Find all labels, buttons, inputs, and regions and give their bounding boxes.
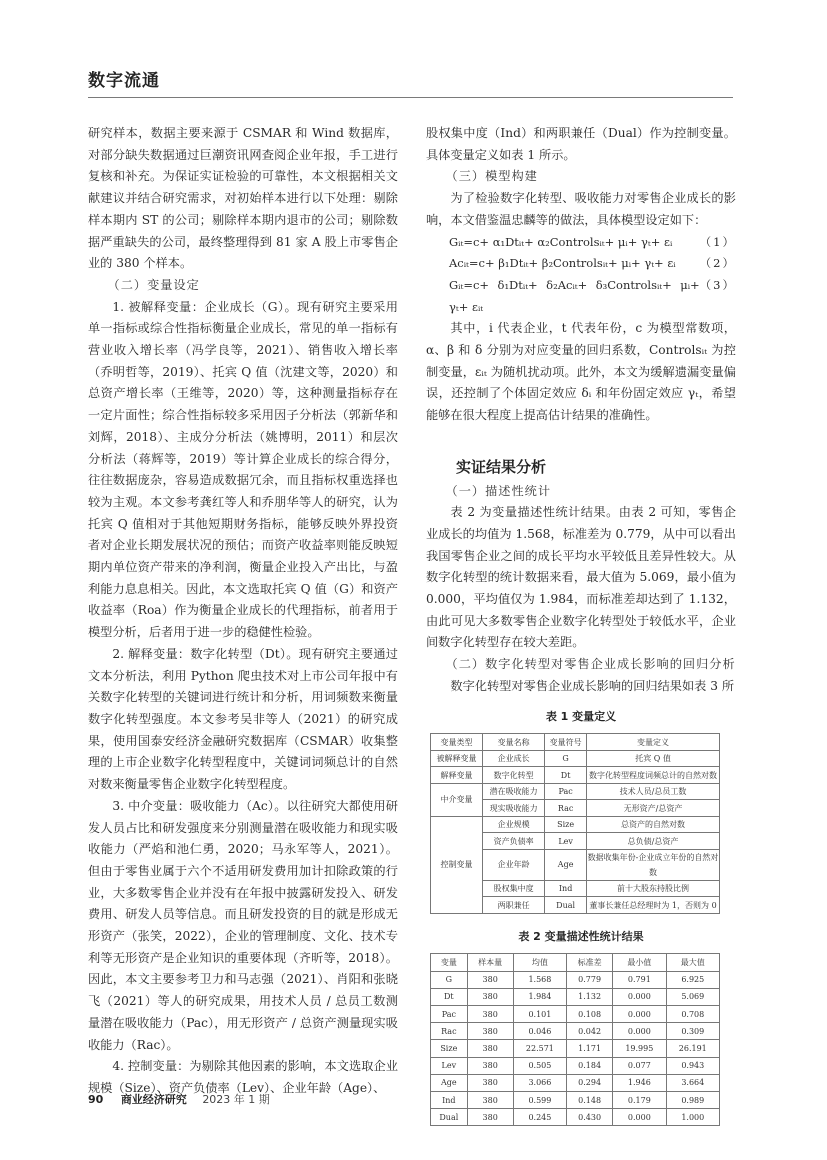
table-cell: 0.989 [666,1091,719,1108]
table-cell: 0.943 [666,1057,719,1074]
table-cell: 1.000 [666,1109,719,1126]
table-cell: 380 [467,1091,513,1108]
paragraph: 其中，i 代表企业，t 代表年份，c 为模型常数项，α、β 和 δ 分别为对应变量的回归系数，Controlsᵢₜ 为控制变量，εᵢₜ 为随机扰动项。此外，本文为缓解遗漏变量偏误，还控制了个体固定效应 δᵢ 和年份固定效应 γₜ，希望能够在很大程度上提高估计结果的准确性。 [426,321,736,423]
table-cell-name: 两职兼任 [483,897,545,914]
table-cell-name: 企业年龄 [483,849,545,880]
table-cell: 1.171 [567,1040,613,1057]
table-cell-name: 资产负债率 [483,833,545,850]
table-cell-symbol: Dt [545,767,587,784]
table-cell: Pac [431,1006,468,1023]
table-cell: 380 [467,1040,513,1057]
table-cell-symbol: Rac [545,800,587,817]
table-cell: 0.108 [567,1006,613,1023]
table-row [431,816,720,833]
table-cell: 19.995 [613,1040,666,1057]
table-header-row [431,734,720,751]
table-cell: 380 [467,1109,513,1126]
table-cell: 0.779 [567,971,613,988]
table-header-cell: 变量定义 [587,734,720,751]
table-cell: 380 [467,1074,513,1091]
paragraph: 股权集中度（Ind）和两职兼任（Dual）作为控制变量。具体变量定义如表 1 所示。 [426,126,736,162]
table2-descriptive-stats [430,953,720,1126]
paragraph: 4. 控制变量：为剔除其他因素的影响，本文选取企业规模（Size）、资产负债率（Lev）、企业年龄（Age）、 [88,1059,398,1095]
table-header-cell: 最小值 [613,954,666,971]
table-header-cell: 最大值 [666,954,719,971]
table-row [431,1057,720,1074]
table-cell: 0.505 [513,1057,566,1074]
equation-number: （3） [699,277,736,292]
table-cell-name: 数字化转型 [483,767,545,784]
table-cell: Lev [431,1057,468,1074]
table-row [431,750,720,767]
table-cell-name: 企业成长 [483,750,545,767]
table-row [431,988,720,1005]
table-cell: Rac [431,1023,468,1040]
paragraph: 3. 中介变量：吸收能力（Ac）。以往研究大都使用研发人员占比和研发强度来分别测量潜在吸收能力和现实吸收能力（严焰和池仁勇，2020；马永军等人，2021）。但由于零售业属于六个不适用研发费用加计扣除政策的行业，大多数零售企业并没有在年报中披露研发投入、研发费用、研发人员等信息。而且研发投资的目的就是形成无形资产（张笑，2022），企业的管理制度、文化、技术专利等无形资产是企业知识的重要体现（齐昕等，2018）。因此，本文主要参考卫力和马志强（2021）、肖阳和张晓飞（2021）等人的研究成果，用技术人员 / 总员工数测量潜在吸收能力（Pac），用无形资产 / 总资产测量现实吸收能力（Rac）。 [88,798,398,1052]
section-title: 数字流通 [88,71,160,91]
table-cell: 0.791 [613,971,666,988]
left-column [88,123,398,1100]
right-column [426,123,736,1126]
table-cell: 0.042 [567,1023,613,1040]
table-cell: 0.101 [513,1006,566,1023]
table-cell: 3.664 [666,1074,719,1091]
table-row [431,1040,720,1057]
table-header-cell: 均值 [513,954,566,971]
table-cell: 380 [467,971,513,988]
table-cell-name: 潜在吸收能力 [483,783,545,800]
table-cell-symbol: Age [545,849,587,880]
table-cell: 1.568 [513,971,566,988]
table-cell: 6.925 [666,971,719,988]
paragraph: 为了检验数字化转型、吸收能力对零售企业成长的影响，本文借鉴温忠麟等的做法，具体模型设定如下： [426,191,736,227]
equation-number: （2） [699,256,736,271]
equation-3 [426,275,736,318]
table-cell-name: 股权集中度 [483,880,545,897]
table-cell-symbol: G [545,750,587,767]
table-row [431,1006,720,1023]
table-cell-type: 被解释变量 [431,750,483,767]
table1-caption: 表 1 变量定义 [545,709,617,723]
table-cell: 0.309 [666,1023,719,1040]
table-cell: 0.430 [567,1109,613,1126]
table-row [431,1074,720,1091]
table-cell: 0.245 [513,1109,566,1126]
table-cell: 0.599 [513,1091,566,1108]
table-cell: 1.132 [567,988,613,1005]
table-cell-type: 中介变量 [431,783,483,816]
table-cell: 0.148 [567,1091,613,1108]
table-header-cell: 变量名称 [483,734,545,751]
table-cell: 0.184 [567,1057,613,1074]
table-cell: G [431,971,468,988]
table1-variable-definitions [430,733,720,914]
table-header-cell: 变量符号 [545,734,587,751]
table-cell: 380 [467,1057,513,1074]
paragraph: 2. 解释变量：数字化转型（Dt）。现有研究主要通过文本分析法，利用 Python 爬虫技术对上市公司年报中有关数字化转型的关键词进行统计和分析，用词频数来衡量数字化转型强度。本文参考吴非等人（2021）的研究成果，使用国泰安经济金融研究数据库（CSMAR）收集整理的上市企业数字化转型程度中，关键词词频总计的自然对数来衡量零售企业数字化转型程度。 [88,646,398,792]
table-cell: 0.046 [513,1023,566,1040]
table-cell: 5.069 [666,988,719,1005]
table-row [431,971,720,988]
equation-1 [426,232,736,254]
table-cell: 26.191 [666,1040,719,1057]
equation-formula: Gᵢₜ=c+ α₁Dtᵢₜ+ α₂Controlsᵢₜ+ μᵢ+ γₜ+ εᵢ [449,234,673,249]
table-cell: 0.000 [613,1023,666,1040]
table-row [431,1109,720,1126]
table-cell-definition: 数字化转型程度词频总计的自然对数 [587,767,720,784]
table-cell: 380 [467,1023,513,1040]
equation-2 [426,253,736,275]
table-row [431,783,720,800]
table-cell-definition: 数据收集年份-企业成立年份的自然对数 [587,849,720,880]
paragraph: 1. 被解释变量：企业成长（G）。现有研究主要采用单一指标或综合性指标衡量企业成长，常见的单一指标有营业收入增长率（冯学良等，2021）、销售收入增长率（乔明哲等，2019）、托宾 Q 值（沈建文等，2020）和总资产增长率（王维等，2020）等，这种测量指标存在一定片面性；综合性指标较多采用因子分析法（郭新华和刘辉，2018）、主成分分析法（姚博明，2011）和层次分析法（蒋辉等，2019）等计算企业成长的综合得分，往往数据庞杂，容易造成数据冗余，而且指标权重选择也较为主观。本文参考龚红等人和乔朋华等人的研究，认为托宾 Q 值相对于其他短期财务指标，能够反映外界投资者对企业长期发展状况的预估；而资产收益率则能反映短期内单位资产带来的净利润，衡量企业投入产出比，与盈利能力息息相关。因此，本文选取托宾 Q 值（G）和资产收益率（Roa）作为衡量企业成长的代理指标，前者用于模型分析，后者用于进一步的稳健性检验。 [88,299,398,640]
paragraph: 研究样本，数据主要来源于 CSMAR 和 Wind 数据库，对部分缺失数据通过巨潮资讯网查阅企业年报，手工进行复核和补充。为保证实证检验的可靠性，本文根据相关文献建议并结合研究需求，对初始样本进行以下处理：剔除样本期内 ST 的公司；剔除样本期内退市的公司；剔除数据严重缺失的公司，最终整理得到 81 家 A 股上市零售企业的 380 个样本。 [88,126,398,271]
table-cell: 22.571 [513,1040,566,1057]
table-header-row [431,954,720,971]
table-cell: 0.077 [613,1057,666,1074]
table-cell-name: 企业规模 [483,816,545,833]
equation-number: （1） [699,234,736,249]
table-header-cell: 变量 [431,954,468,971]
table-cell-definition: 总资产的自然对数 [587,816,720,833]
table-cell-symbol: Lev [545,833,587,850]
table-cell-name: 现实吸收能力 [483,800,545,817]
table-cell: 380 [467,988,513,1005]
table-cell-type: 解释变量 [431,767,483,784]
subheading: （三）模型构建 [445,169,538,184]
table-cell: 0.179 [613,1091,666,1108]
table-cell: 1.984 [513,988,566,1005]
table-cell: Size [431,1040,468,1057]
table-cell-definition: 前十大股东持股比例 [587,880,720,897]
page-footer [88,1091,270,1107]
table-cell-definition: 托宾 Q 值 [587,750,720,767]
table-header-cell: 变量类型 [431,734,483,751]
table-cell: 1.946 [613,1074,666,1091]
table-cell: Age [431,1074,468,1091]
table-cell-definition: 董事长兼任总经理时为 1，否则为 0 [587,897,720,914]
table-cell: Ind [431,1091,468,1108]
table-cell-symbol: Ind [545,880,587,897]
table-cell: 3.066 [513,1074,566,1091]
subheading: （二）数字化转型对零售企业成长影响的回归分析 [445,657,736,672]
table-cell: 0.708 [666,1006,719,1023]
equation-formula: Acᵢₜ=c+ β₁Dtᵢₜ+ β₂Controlsᵢₜ+ μᵢ+ γₜ+ εᵢ [449,256,676,271]
journal-name: 商业经济研究 [120,1093,187,1106]
issue-label: 2023 年 1 期 [202,1093,270,1106]
table-cell: 0.000 [613,1006,666,1023]
paragraph: 表 2 为变量描述性统计结果。由表 2 可知，零售企业成长的均值为 1.568，标准差为 0.779，从中可以看出我国零售企业之间的成长平均水平较低且差异性较大。从数字化转型的统计数据来看，最大值为 5.069，最小值为 0.000，平均值仅为 1.984，而标准差却达到了 1.132，由此可见大多数零售企业数字化转型处于较低水平，企业间数字化转型存在较大差距。 [426,505,736,650]
table-header-cell: 样本量 [467,954,513,971]
subheading: （一）描述性统计 [445,483,552,498]
subheading: （二）变量设定 [107,277,200,292]
paragraph: 数字化转型对零售企业成长影响的回归结果如表 3 所 [450,678,735,693]
table-cell: 0.000 [613,988,666,1005]
table-cell-definition: 总负债/总资产 [587,833,720,850]
table-cell: Dt [431,988,468,1005]
journal-header [88,66,733,98]
table-cell-definition: 技术人员/总员工数 [587,783,720,800]
equation-formula: Gᵢₜ=c+ δ₁Dtᵢₜ+ δ₂Acᵢₜ+ δ₃Controlsᵢₜ+ μᵢ+ γₜ+ εᵢₜ [449,277,700,314]
table-cell: 380 [467,1006,513,1023]
table-cell: 0.000 [613,1109,666,1126]
page-number: 90 [88,1093,104,1106]
table-cell: Dual [431,1109,468,1126]
table-cell: 0.294 [567,1074,613,1091]
table-cell-definition: 无形资产/总资产 [587,800,720,817]
table-row [431,1091,720,1108]
table-cell-type: 控制变量 [431,816,483,913]
table-cell-symbol: Dual [545,897,587,914]
table2-caption: 表 2 变量描述性统计结果 [518,929,644,943]
table-row [431,767,720,784]
table-row [431,1023,720,1040]
table-cell-symbol: Size [545,816,587,833]
table-cell-symbol: Pac [545,783,587,800]
section-heading: 实证结果分析 [456,457,547,476]
table-header-cell: 标准差 [567,954,613,971]
